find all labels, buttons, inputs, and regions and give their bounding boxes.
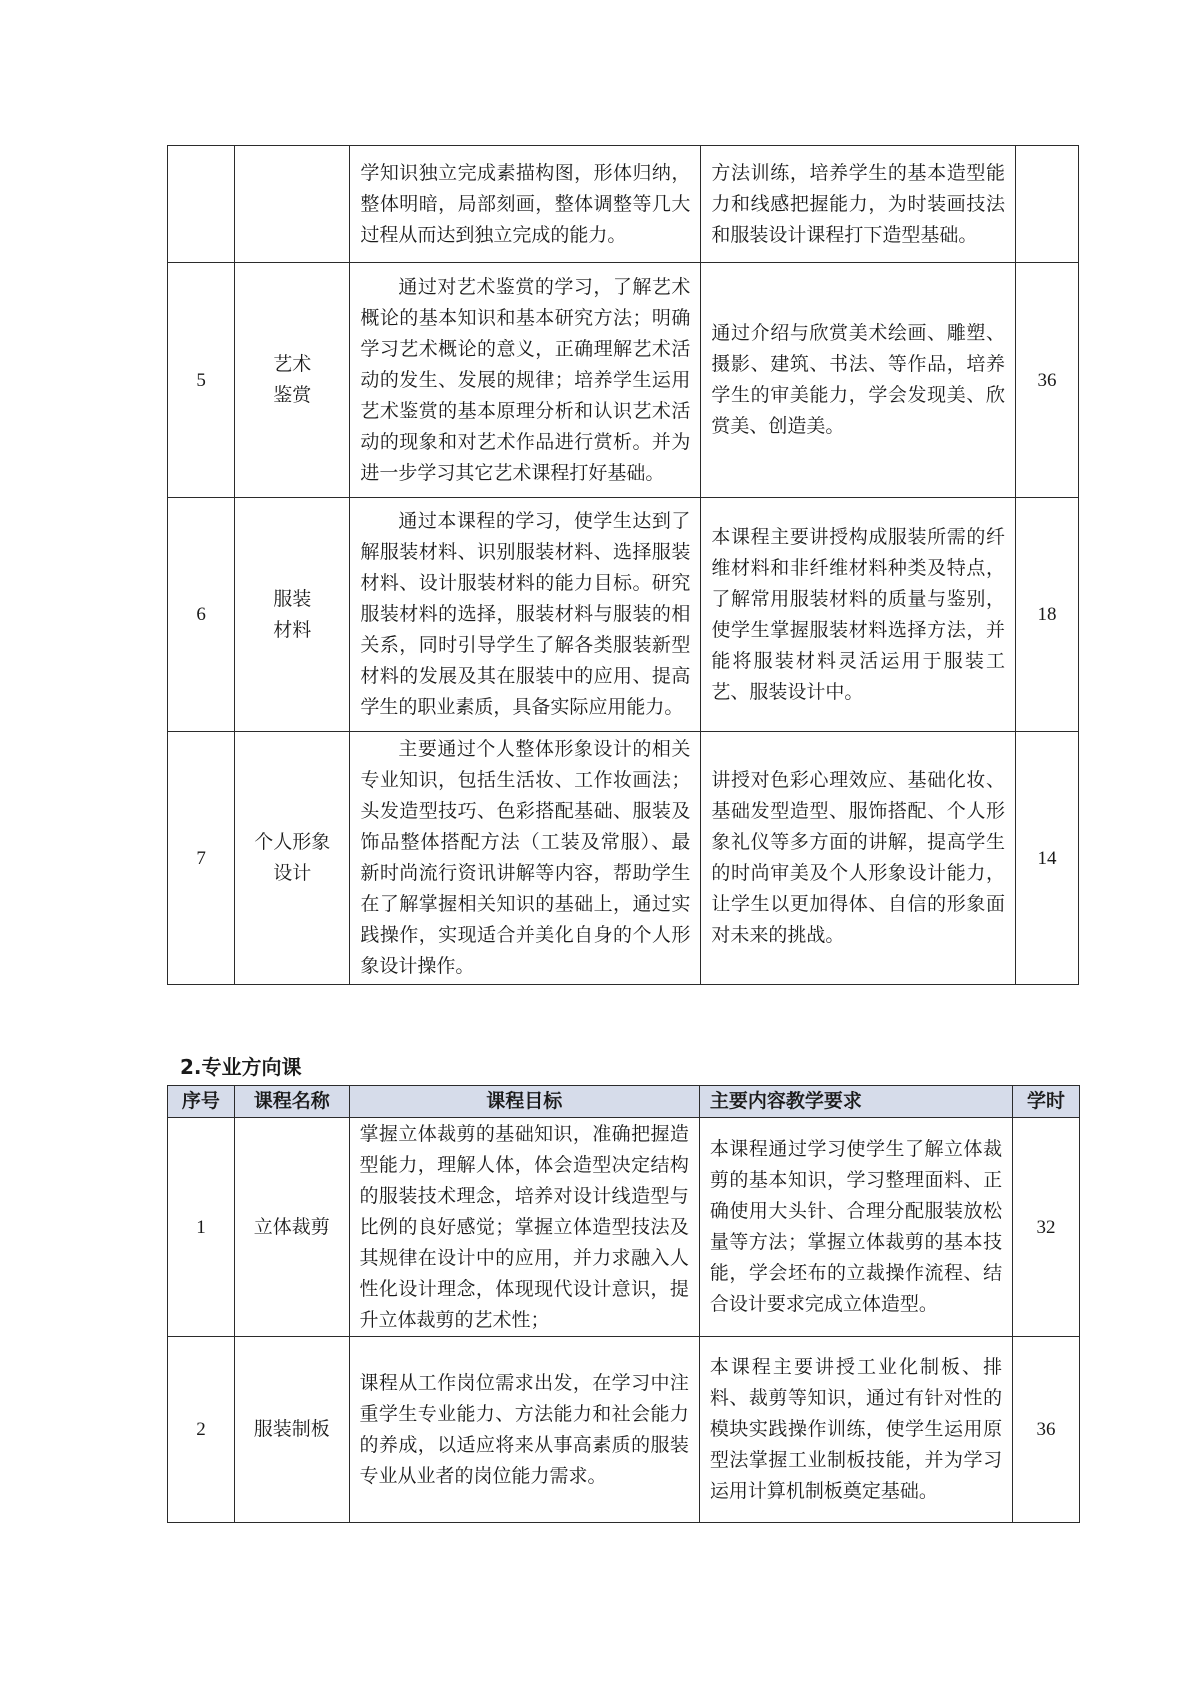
course-goal: 掌握立体裁剪的基础知识，准确把握造型能力，理解人体，体会造型决定结构的服装技术理念，培养对设计线造型与比例的良好感觉；掌握立体造型技法及其规律在设计中的应用，并力求融入人性化设计理念，体现现代设计意识，提升立体裁剪的艺术性； bbox=[349, 1118, 699, 1337]
course-content: 讲授对色彩心理效应、基础化妆、基础发型造型、服饰搭配、个人形象礼仪等多方面的讲解，提高学生的时尚审美及个人形象设计能力，让学生以更加得体、自信的形象面对未来的挑战。 bbox=[701, 732, 1016, 985]
course-name bbox=[235, 146, 350, 263]
table-row bbox=[168, 263, 1079, 498]
header-number: 序号 bbox=[168, 1086, 235, 1118]
course-number: 1 bbox=[168, 1118, 235, 1337]
course-content: 方法训练，培养学生的基本造型能力和线感把握能力，为时装画技法和服装设计课程打下造型基础。 bbox=[701, 146, 1016, 263]
course-name: 立体裁剪 bbox=[234, 1118, 349, 1337]
course-hours: 36 bbox=[1013, 1337, 1080, 1523]
table-row bbox=[168, 1118, 1080, 1337]
table-row bbox=[168, 732, 1079, 985]
course-hours: 32 bbox=[1013, 1118, 1080, 1337]
table-header-row bbox=[168, 1086, 1080, 1118]
course-hours bbox=[1016, 146, 1079, 263]
course-number: 7 bbox=[168, 732, 235, 985]
course-goal: 课程从工作岗位需求出发，在学习中注重学生专业能力、方法能力和社会能力的养成，以适应将来从事高素质的服装专业从业者的岗位能力需求。 bbox=[349, 1337, 699, 1523]
course-goal: 主要通过个人整体形象设计的相关专业知识，包括生活妆、工作妆画法；头发造型技巧、色彩搭配基础、服装及饰品整体搭配方法（工装及常服）、最新时尚流行资讯讲解等内容，帮助学生在了解掌握相关知识的基础上，通过实践操作，实现适合并美化自身的个人形象设计操作。 bbox=[350, 732, 701, 985]
course-goal: 通过本课程的学习，使学生达到了解服装材料、识别服装材料、选择服装材料、设计服装材料的能力目标。研究服装材料的选择，服装材料与服装的相关系，同时引导学生了解各类服装新型材料的发展及其在服装中的应用、提高学生的职业素质，具备实际应用能力。 bbox=[350, 498, 701, 732]
course-number: 6 bbox=[168, 498, 235, 732]
course-content: 本课程主要讲授构成服装所需的纤维材料和非纤维材料种类及特点，了解常用服装材料的质量与鉴别，使学生掌握服装材料选择方法，并能将服装材料灵活运用于服装工艺、服装设计中。 bbox=[701, 498, 1016, 732]
header-hours: 学时 bbox=[1013, 1086, 1080, 1118]
table-row bbox=[168, 498, 1079, 732]
course-goal: 学知识独立完成素描构图，形体归纳，整体明暗，局部刻画，整体调整等几大过程从而达到独立完成的能力。 bbox=[350, 146, 701, 263]
course-name: 服装制板 bbox=[234, 1337, 349, 1523]
professional-course-table bbox=[167, 1085, 1080, 1523]
header-course-content: 主要内容教学要求 bbox=[699, 1086, 1012, 1118]
course-number: 2 bbox=[168, 1337, 235, 1523]
course-content: 通过介绍与欣赏美术绘画、雕塑、摄影、建筑、书法、等作品，培养学生的审美能力，学会发现美、欣赏美、创造美。 bbox=[701, 263, 1016, 498]
course-name: 服装 材料 bbox=[235, 498, 350, 732]
course-number: 5 bbox=[168, 263, 235, 498]
course-name: 个人形象 设计 bbox=[235, 732, 350, 985]
course-hours: 36 bbox=[1016, 263, 1079, 498]
course-name: 艺术 鉴赏 bbox=[235, 263, 350, 498]
course-table-continued bbox=[167, 145, 1079, 985]
header-course-name: 课程名称 bbox=[234, 1086, 349, 1118]
course-content: 本课程主要讲授工业化制板、排料、裁剪等知识，通过有针对性的模块实践操作训练，使学生运用原型法掌握工业制板技能，并为学习运用计算机制板奠定基础。 bbox=[699, 1337, 1012, 1523]
course-goal: 通过对艺术鉴赏的学习，了解艺术概论的基本知识和基本研究方法；明确学习艺术概论的意义，正确理解艺术活动的发生、发展的规律；培养学生运用艺术鉴赏的基本原理分析和认识艺术活动的现象和对艺术作品进行赏析。并为进一步学习其它艺术课程打好基础。 bbox=[350, 263, 701, 498]
table-row bbox=[168, 146, 1079, 263]
course-number bbox=[168, 146, 235, 263]
course-hours: 14 bbox=[1016, 732, 1079, 985]
course-hours: 18 bbox=[1016, 498, 1079, 732]
section-heading: 2.专业方向课 bbox=[180, 1055, 302, 1079]
header-course-goal: 课程目标 bbox=[349, 1086, 699, 1118]
course-content: 本课程通过学习使学生了解立体裁剪的基本知识，学习整理面料、正确使用大头针、合理分配服装放松量等方法；掌握立体裁剪的基本技能，学会坯布的立裁操作流程、结合设计要求完成立体造型。 bbox=[699, 1118, 1012, 1337]
table-row bbox=[168, 1337, 1080, 1523]
